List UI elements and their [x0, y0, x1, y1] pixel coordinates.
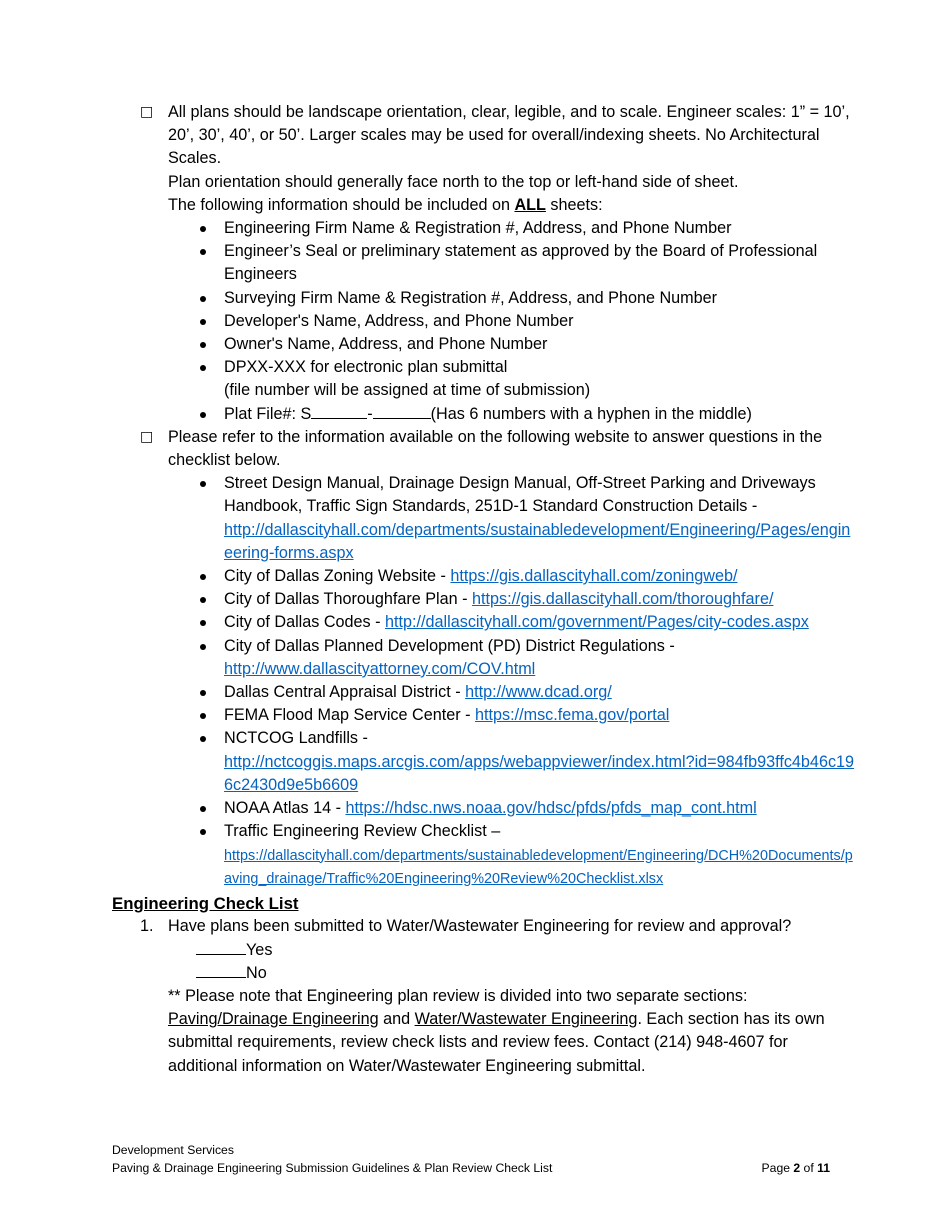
reference-item: Dallas Central Appraisal District - http://www.dcad.org/ [224, 681, 857, 704]
plat-file-item: Plat File#: S - (Has 6 numbers with a hyphen in the middle) [224, 403, 857, 426]
nctcog-landfills-link[interactable]: http://nctcoggis.maps.arcgis.com/apps/webappviewer/index.html?id=984fb93ffc4b46c196c2430d9e5b6609 [224, 752, 855, 794]
plat-blank-1[interactable] [311, 403, 367, 419]
list-item: Owner's Name, Address, and Phone Number [224, 333, 857, 356]
checkbox-icon[interactable]: □ [140, 428, 154, 445]
reference-item: City of Dallas Codes - http://dallascityhall.com/government/Pages/city-codes.aspx [224, 611, 857, 634]
plan-scale-text: All plans should be landscape orientation, clear, legible, and to scale. Engineer scales: 1” = 10’, 20’, 30’, 40’, or 50’. Larger scales may be used for overall/indexing sheets. No Architectural Scales. [168, 103, 850, 168]
reference-item: NCTCOG Landfills - http://nctcoggis.maps.arcgis.com/apps/webappviewer/index.html?id=984fb93ffc4b46c196c2430d9e5b6609 [224, 727, 857, 797]
page-content [112, 101, 857, 1078]
checkbox-icon[interactable]: □ [140, 104, 154, 120]
file-number-note: (file number will be assigned at time of submission) [224, 381, 591, 400]
list-item: Engineering Firm Name & Registration #, Address, and Phone Number [224, 217, 857, 240]
question-text: Have plans been submitted to Water/Wastewater Engineering for review and approval? [168, 917, 792, 936]
zoning-link[interactable]: https://gis.dallascityhall.com/zoningweb/ [450, 567, 738, 586]
plan-requirements-section [112, 101, 857, 426]
plat-blank-2[interactable] [373, 403, 431, 419]
reference-list [168, 472, 857, 890]
reference-item: FEMA Flood Map Service Center - https://msc.fema.gov/portal [224, 704, 857, 727]
plan-orientation-text: Plan orientation should generally face north to the top or left-hand side of sheet. [168, 172, 739, 191]
page-footer [112, 1142, 830, 1177]
sheet-info-list [168, 217, 857, 426]
reference-item: City of Dallas Planned Development (PD) District Regulations - http://www.dallascityattorney.com/COV.html [224, 635, 857, 681]
reference-item: City of Dallas Thoroughfare Plan - https://gis.dallascityhall.com/thoroughfare/ [224, 588, 857, 611]
all-emphasis: ALL [514, 195, 546, 214]
reference-item: City of Dallas Zoning Website - https://gis.dallascityhall.com/zoningweb/ [224, 565, 857, 588]
city-codes-link[interactable]: http://dallascityhall.com/government/Pages/city-codes.aspx [385, 613, 809, 632]
sheet-info-intro: The following information should be included on ALL sheets: [168, 195, 603, 214]
reference-item: Traffic Engineering Review Checklist – https://dallascityhall.com/departments/sustainabledevelopment/Engineering/DCH%20Documents/paving_drainage/Traffic%20Engineering%20Review%20Checklist.xlsx [224, 820, 857, 890]
fema-link[interactable]: https://msc.fema.gov/portal [475, 706, 670, 725]
yes-blank[interactable] [196, 939, 246, 955]
list-item: Surveying Firm Name & Registration #, Address, and Phone Number [224, 287, 857, 310]
list-item: Developer's Name, Address, and Phone Number [224, 310, 857, 333]
references-intro: Please refer to the information available on the following website to answer questions in the checklist below. [168, 427, 823, 470]
engineering-forms-link[interactable]: http://dallascityhall.com/departments/sustainabledevelopment/Engineering/Pages/engineering-forms.aspx [224, 520, 851, 562]
footer-department: Development Services [112, 1143, 234, 1157]
reference-item: Street Design Manual, Drainage Design Manual, Off-Street Parking and Driveways Handbook, Traffic Sign Standards, 251D-1 Standard Construction Details - http://dallascityhall.com/departments/sustainabledevelopment/Engineering/Pages/engineering-forms.aspx [224, 472, 857, 565]
references-section [112, 426, 857, 890]
checklist-heading: Engineering Check List [112, 894, 299, 914]
review-note: ** Please note that Engineering plan review is divided into two separate sections: Paving/Drainage Engineering and Water/Wastewater Engineering. Each section has its own submittal requirements, review check lists and review fees. Contact (214) 948-4607 for additional information on Water/Wastewater Engineering submittal. [168, 986, 825, 1075]
noaa-atlas-link[interactable]: https://hdsc.nws.noaa.gov/hdsc/pfds/pfds_map_cont.html [345, 799, 757, 818]
pd-regulations-link[interactable]: http://www.dallascityattorney.com/COV.html [224, 659, 536, 678]
question-number: 1. [140, 917, 154, 936]
list-item: DPXX-XXX for electronic plan submittal (file number will be assigned at time of submission) [224, 356, 857, 402]
dcad-link[interactable]: http://www.dcad.org/ [465, 683, 612, 702]
traffic-checklist-link[interactable]: https://dallascityhall.com/departments/sustainabledevelopment/Engineering/DCH%20Documents/paving_drainage/Traffic%20Engineering%20Review%20Checklist.xlsx [224, 847, 853, 887]
page-indicator: Page 2 of 11 [761, 1160, 830, 1175]
thoroughfare-link[interactable]: https://gis.dallascityhall.com/thoroughfare/ [472, 590, 774, 609]
no-blank[interactable] [196, 962, 246, 978]
list-item: Engineer’s Seal or preliminary statement as approved by the Board of Professional Engineers [224, 240, 857, 286]
answer-no: No [168, 962, 857, 985]
checklist-question-1 [112, 915, 857, 1077]
answer-yes: Yes [168, 939, 857, 962]
footer-doc-title: Paving & Drainage Engineering Submission Guidelines & Plan Review Check List [112, 1160, 553, 1175]
reference-item: NOAA Atlas 14 - https://hdsc.nws.noaa.gov/hdsc/pfds/pfds_map_cont.html [224, 797, 857, 820]
